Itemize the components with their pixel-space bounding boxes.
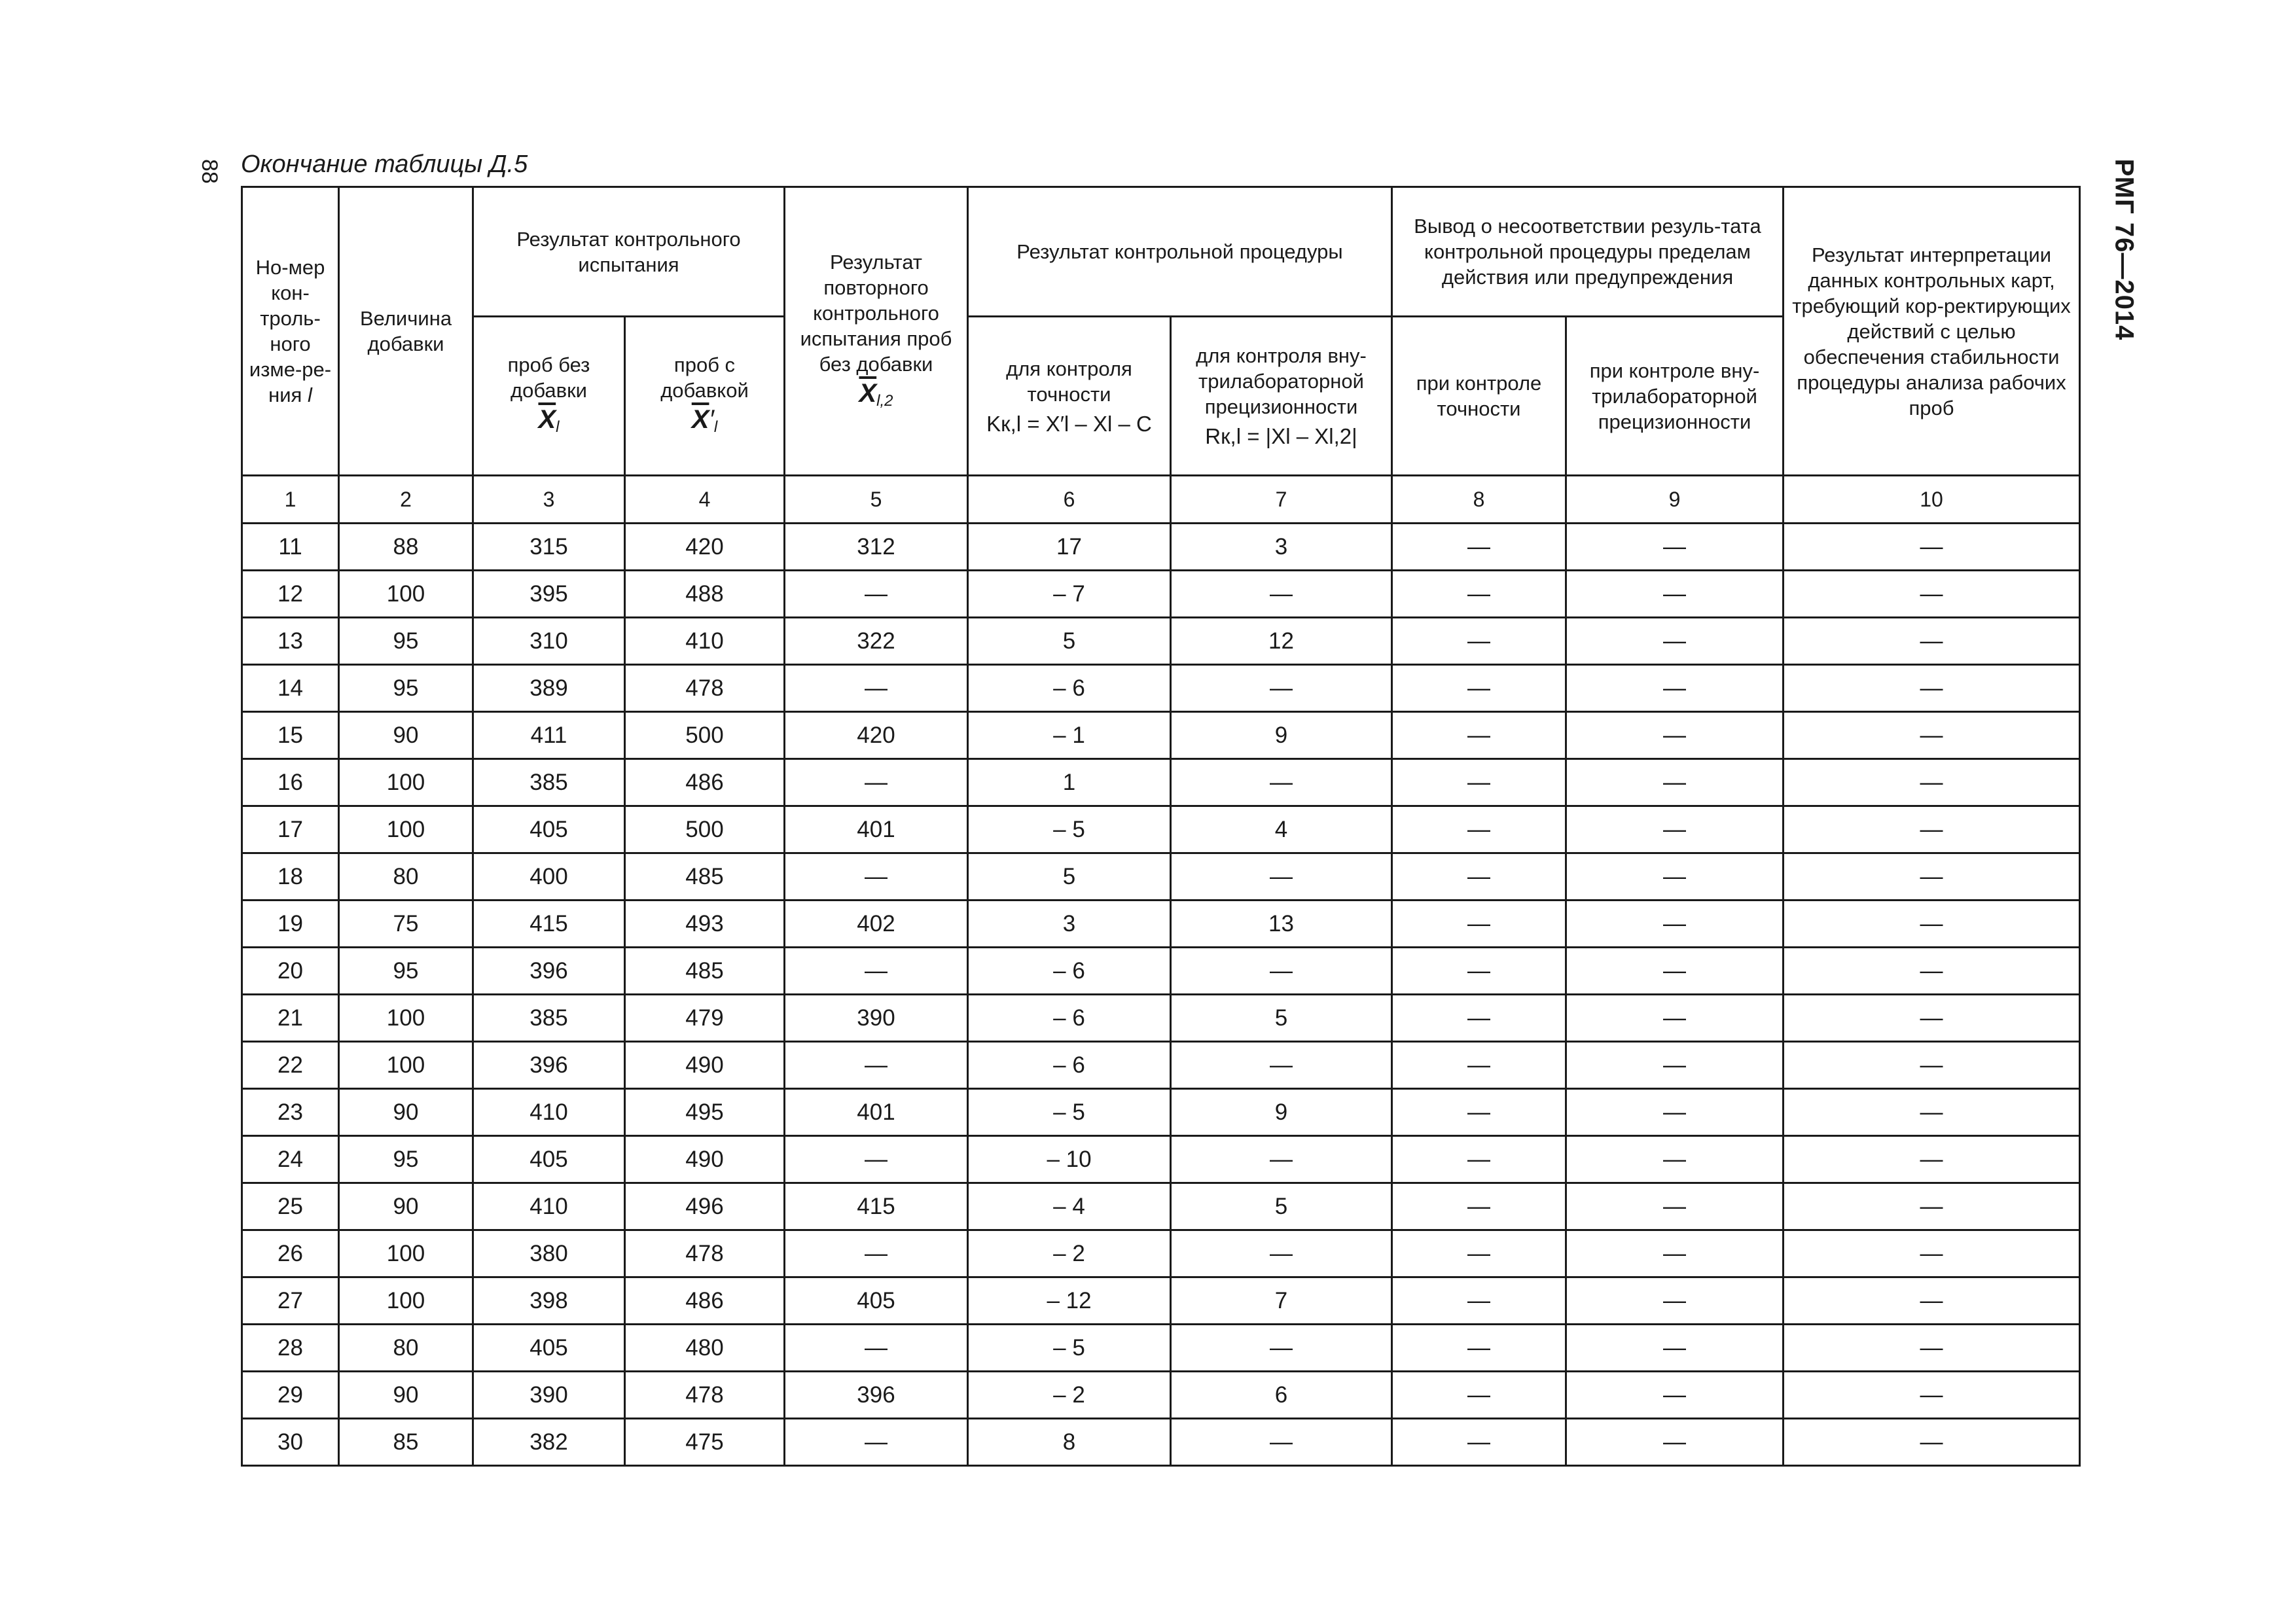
table-cell: —: [1784, 853, 2080, 901]
table-cell: —: [1784, 901, 2080, 948]
table-cell: —: [1784, 1089, 2080, 1136]
table-cell: —: [1566, 853, 1784, 901]
table-cell: 485: [625, 853, 785, 901]
table-cell: 5: [968, 618, 1171, 665]
table-cell: 1: [968, 759, 1171, 806]
table-cell: —: [1784, 1136, 2080, 1183]
table-cell: 19: [242, 901, 339, 948]
table-cell: 478: [625, 665, 785, 712]
table-cell: —: [1566, 665, 1784, 712]
table-cell: 75: [339, 901, 473, 948]
column-number: 1: [242, 476, 339, 524]
table-row: [242, 1277, 2080, 1325]
table-row: [242, 806, 2080, 853]
table-cell: 100: [339, 1230, 473, 1277]
table-cell: —: [1171, 1230, 1392, 1277]
table-cell: 95: [339, 948, 473, 995]
table-cell: 100: [339, 1277, 473, 1325]
header-group-test-result: Результат контрольного испытания: [473, 187, 785, 317]
table-cell: —: [1171, 1325, 1392, 1372]
header-col1-text: Но-мер кон-троль-ного изме-ре-ния: [249, 256, 332, 406]
table-cell: 478: [625, 1372, 785, 1419]
header-group-nonconformity: Вывод о несоответствии резуль-тата контрольной процедуры пределам действия или предупреждения: [1392, 187, 1784, 317]
table-cell: – 6: [968, 665, 1171, 712]
table-cell: 405: [473, 1325, 625, 1372]
table-cell: – 1: [968, 712, 1171, 759]
table-cell: —: [1566, 618, 1784, 665]
table-cell: 479: [625, 995, 785, 1042]
table-cell: —: [1784, 995, 2080, 1042]
table-cell: —: [1392, 806, 1566, 853]
header-col4-symbol: $\overline{X}'_l$: [691, 405, 718, 436]
table-row: [242, 948, 2080, 995]
table-cell: —: [1566, 1136, 1784, 1183]
standard-code: [2104, 154, 2144, 344]
table-row: [242, 1042, 2080, 1089]
table-cell: —: [1171, 1042, 1392, 1089]
table-cell: 385: [473, 759, 625, 806]
table-cell: 90: [339, 1089, 473, 1136]
table-cell: 415: [473, 901, 625, 948]
column-number: 3: [473, 476, 625, 524]
table-row: [242, 853, 2080, 901]
table-cell: —: [785, 759, 968, 806]
table-cell: 12: [1171, 618, 1392, 665]
table-cell: —: [1566, 1325, 1784, 1372]
table-cell: 3: [1171, 524, 1392, 571]
header-col8: при контроле точности: [1392, 317, 1566, 476]
table-row: [242, 1325, 2080, 1372]
table-cell: 500: [625, 712, 785, 759]
table-cell: —: [1784, 1230, 2080, 1277]
header-col6-text: для контроля точности: [1006, 357, 1132, 406]
table-cell: 22: [242, 1042, 339, 1089]
table-cell: —: [1392, 1089, 1566, 1136]
table-cell: —: [1566, 524, 1784, 571]
table-cell: 396: [473, 948, 625, 995]
table-cell: —: [1171, 1136, 1392, 1183]
table-cell: – 6: [968, 1042, 1171, 1089]
table-row: [242, 524, 2080, 571]
table-cell: —: [1784, 948, 2080, 995]
table-row: [242, 995, 2080, 1042]
table-row: [242, 1136, 2080, 1183]
table-cell: 500: [625, 806, 785, 853]
table-cell: 322: [785, 618, 968, 665]
table-cell: 405: [473, 806, 625, 853]
table-cell: – 7: [968, 571, 1171, 618]
table-cell: – 10: [968, 1136, 1171, 1183]
table-cell: 95: [339, 618, 473, 665]
table-cell: —: [1566, 1230, 1784, 1277]
header-col7-text: для контроля вну-трилабораторной прецизионности: [1196, 344, 1367, 418]
table-cell: —: [1784, 1419, 2080, 1466]
header-col5-text: Результат повторного контрольного испытания проб без добавки: [800, 250, 952, 376]
table-cell: 9: [1171, 712, 1392, 759]
table-cell: —: [1784, 524, 2080, 571]
table-cell: – 6: [968, 995, 1171, 1042]
table-cell: 5: [968, 853, 1171, 901]
table-row: [242, 1089, 2080, 1136]
table-cell: 490: [625, 1136, 785, 1183]
table-cell: 495: [625, 1089, 785, 1136]
table-cell: —: [1784, 665, 2080, 712]
page-number: 88: [197, 159, 222, 184]
table-cell: 485: [625, 948, 785, 995]
table-cell: 4: [1171, 806, 1392, 853]
table-cell: —: [1171, 665, 1392, 712]
table-cell: —: [1566, 995, 1784, 1042]
table-cell: 493: [625, 901, 785, 948]
column-number: 8: [1392, 476, 1566, 524]
header-col9: при контроле вну-трилабораторной прецизионности: [1566, 317, 1784, 476]
table-cell: 88: [339, 524, 473, 571]
table-cell: —: [785, 1136, 968, 1183]
table-cell: 396: [473, 1042, 625, 1089]
header-group-procedure-result: Результат контрольной процедуры: [968, 187, 1392, 317]
table-cell: 382: [473, 1419, 625, 1466]
table-body: [242, 476, 2080, 1466]
table-cell: —: [785, 571, 968, 618]
table-cell: 14: [242, 665, 339, 712]
table-cell: —: [1392, 1277, 1566, 1325]
table-cell: 90: [339, 712, 473, 759]
column-number: 4: [625, 476, 785, 524]
table-cell: 411: [473, 712, 625, 759]
column-number: 6: [968, 476, 1171, 524]
table-row: [242, 901, 2080, 948]
table-cell: 28: [242, 1325, 339, 1372]
column-numbers-row: [242, 476, 2080, 524]
table-cell: 486: [625, 1277, 785, 1325]
table-cell: 490: [625, 1042, 785, 1089]
table-cell: —: [1392, 1325, 1566, 1372]
table-cell: 23: [242, 1089, 339, 1136]
table-cell: —: [1784, 571, 2080, 618]
table-cell: —: [1392, 1372, 1566, 1419]
table-cell: 5: [1171, 1183, 1392, 1230]
header-col3: [473, 317, 625, 476]
table-cell: 15: [242, 712, 339, 759]
table-cell: —: [1392, 665, 1566, 712]
column-number: 9: [1566, 476, 1784, 524]
table-cell: —: [1171, 571, 1392, 618]
table-cell: – 5: [968, 806, 1171, 853]
table-cell: 95: [339, 1136, 473, 1183]
table-cell: 480: [625, 1325, 785, 1372]
table-cell: 395: [473, 571, 625, 618]
table-cell: 80: [339, 1325, 473, 1372]
table-cell: 410: [473, 1183, 625, 1230]
standard-code-text: РМГ 76—2014: [2109, 158, 2139, 340]
table-cell: 100: [339, 1042, 473, 1089]
table-cell: —: [785, 948, 968, 995]
table-cell: 385: [473, 995, 625, 1042]
table-cell: 20: [242, 948, 339, 995]
table-cell: —: [1392, 1042, 1566, 1089]
table-cell: 380: [473, 1230, 625, 1277]
table-cell: —: [1392, 712, 1566, 759]
table-cell: 310: [473, 618, 625, 665]
table-cell: 7: [1171, 1277, 1392, 1325]
table-cell: 401: [785, 806, 968, 853]
table-cell: —: [785, 1325, 968, 1372]
table-cell: 400: [473, 853, 625, 901]
table-cell: 398: [473, 1277, 625, 1325]
table-cell: 25: [242, 1183, 339, 1230]
table-row: [242, 571, 2080, 618]
table-cell: – 2: [968, 1372, 1171, 1419]
table-caption: Окончание таблицы Д.5: [241, 151, 528, 178]
table-row: [242, 759, 2080, 806]
table-cell: 9: [1171, 1089, 1392, 1136]
table-cell: —: [1566, 1372, 1784, 1419]
header-col6: [968, 317, 1171, 476]
table-cell: 390: [473, 1372, 625, 1419]
header-col5: [785, 187, 968, 476]
table-cell: 410: [625, 618, 785, 665]
control-results-table: [241, 186, 2081, 1467]
table-cell: 488: [625, 571, 785, 618]
table-cell: 5: [1171, 995, 1392, 1042]
table-row: [242, 618, 2080, 665]
table-cell: 396: [785, 1372, 968, 1419]
table-cell: —: [1566, 901, 1784, 948]
table-cell: —: [1392, 759, 1566, 806]
table-cell: 3: [968, 901, 1171, 948]
table-cell: – 2: [968, 1230, 1171, 1277]
table-cell: —: [1392, 1183, 1566, 1230]
table-cell: 13: [242, 618, 339, 665]
table-row: [242, 1230, 2080, 1277]
table-cell: 405: [473, 1136, 625, 1183]
table-cell: —: [1784, 1183, 2080, 1230]
table-cell: 17: [242, 806, 339, 853]
table-cell: —: [1566, 712, 1784, 759]
header-col7: [1171, 317, 1392, 476]
column-number: 10: [1784, 476, 2080, 524]
table-cell: 100: [339, 571, 473, 618]
table-cell: —: [1566, 571, 1784, 618]
header-col5-symbol: $\overline{X}_{l,2}$: [859, 378, 893, 410]
table-cell: 26: [242, 1230, 339, 1277]
table-cell: 389: [473, 665, 625, 712]
table-cell: 100: [339, 995, 473, 1042]
table-cell: —: [1392, 1419, 1566, 1466]
table-cell: —: [1392, 948, 1566, 995]
table-cell: 100: [339, 759, 473, 806]
table-cell: – 5: [968, 1089, 1171, 1136]
table-cell: 95: [339, 665, 473, 712]
table-cell: —: [1784, 618, 2080, 665]
table-cell: —: [785, 1230, 968, 1277]
table-cell: 16: [242, 759, 339, 806]
table-cell: —: [1392, 995, 1566, 1042]
header-col1: [242, 187, 339, 476]
table-cell: —: [1566, 1089, 1784, 1136]
table-cell: —: [1784, 1372, 2080, 1419]
table-cell: 13: [1171, 901, 1392, 948]
table-row: [242, 1183, 2080, 1230]
table-cell: 475: [625, 1419, 785, 1466]
header-col4-text: проб с добавкой: [660, 353, 749, 402]
table-cell: – 6: [968, 948, 1171, 995]
table-row: [242, 712, 2080, 759]
table-cell: —: [785, 853, 968, 901]
header-col7-formula: Rк,l = |Xl – Xl,2|: [1205, 424, 1357, 448]
header-col1-var: l: [307, 383, 312, 406]
table-cell: 100: [339, 806, 473, 853]
table-cell: 17: [968, 524, 1171, 571]
table-cell: 24: [242, 1136, 339, 1183]
table-cell: 80: [339, 853, 473, 901]
table-cell: 415: [785, 1183, 968, 1230]
table-cell: —: [1392, 853, 1566, 901]
table-cell: 12: [242, 571, 339, 618]
table-cell: —: [1566, 1183, 1784, 1230]
table-cell: —: [1784, 759, 2080, 806]
table-cell: 312: [785, 524, 968, 571]
table-cell: 30: [242, 1419, 339, 1466]
column-number: 5: [785, 476, 968, 524]
table-cell: —: [1392, 1136, 1566, 1183]
header-col3-text: проб без добавки: [507, 353, 590, 402]
header-col2: Величина добавки: [339, 187, 473, 476]
table-cell: 18: [242, 853, 339, 901]
table-cell: – 5: [968, 1325, 1171, 1372]
table-cell: 11: [242, 524, 339, 571]
table-cell: —: [1171, 853, 1392, 901]
table-cell: 29: [242, 1372, 339, 1419]
table-cell: 410: [473, 1089, 625, 1136]
table-cell: —: [785, 1419, 968, 1466]
table-cell: 6: [1171, 1372, 1392, 1419]
table-cell: —: [1784, 806, 2080, 853]
table-cell: —: [1171, 759, 1392, 806]
table-cell: 401: [785, 1089, 968, 1136]
table-cell: 496: [625, 1183, 785, 1230]
table-cell: —: [1392, 901, 1566, 948]
column-number: 2: [339, 476, 473, 524]
table-cell: —: [1566, 806, 1784, 853]
table-cell: 420: [625, 524, 785, 571]
table-cell: 21: [242, 995, 339, 1042]
table-cell: —: [1784, 1042, 2080, 1089]
table-cell: —: [1566, 948, 1784, 995]
table-cell: —: [1566, 1042, 1784, 1089]
table-cell: – 4: [968, 1183, 1171, 1230]
column-number: 7: [1171, 476, 1392, 524]
table-cell: 402: [785, 901, 968, 948]
table-row: [242, 1419, 2080, 1466]
table-cell: —: [1392, 618, 1566, 665]
table-cell: —: [1566, 1419, 1784, 1466]
table-cell: 405: [785, 1277, 968, 1325]
table-cell: 85: [339, 1419, 473, 1466]
table-cell: —: [1784, 712, 2080, 759]
table-cell: —: [785, 665, 968, 712]
table-cell: —: [1171, 948, 1392, 995]
table-cell: —: [1392, 1230, 1566, 1277]
table-cell: 8: [968, 1419, 1171, 1466]
table-cell: —: [785, 1042, 968, 1089]
table-cell: —: [1392, 571, 1566, 618]
header-col4: [625, 317, 785, 476]
table-cell: – 12: [968, 1277, 1171, 1325]
header-col6-formula: Kк,l = X′l – Xl – C: [986, 411, 1152, 436]
table-row: [242, 1372, 2080, 1419]
table-cell: —: [1784, 1325, 2080, 1372]
table-cell: —: [1392, 524, 1566, 571]
table-cell: —: [1566, 1277, 1784, 1325]
table-cell: 27: [242, 1277, 339, 1325]
table-cell: —: [1784, 1277, 2080, 1325]
table-row: [242, 665, 2080, 712]
table-cell: 420: [785, 712, 968, 759]
table-cell: 315: [473, 524, 625, 571]
table-cell: 478: [625, 1230, 785, 1277]
table-cell: 90: [339, 1183, 473, 1230]
table-cell: —: [1566, 759, 1784, 806]
header-col3-symbol: $\overline{X}_l$: [538, 405, 560, 436]
table-cell: —: [1171, 1419, 1392, 1466]
table-cell: 486: [625, 759, 785, 806]
table-cell: 390: [785, 995, 968, 1042]
header-col10: Результат интерпретации данных контрольных карт, требующий кор-ректирующих действий с целью обеспечения стабильности процедуры анализа рабочих проб: [1784, 187, 2080, 476]
table-cell: 90: [339, 1372, 473, 1419]
